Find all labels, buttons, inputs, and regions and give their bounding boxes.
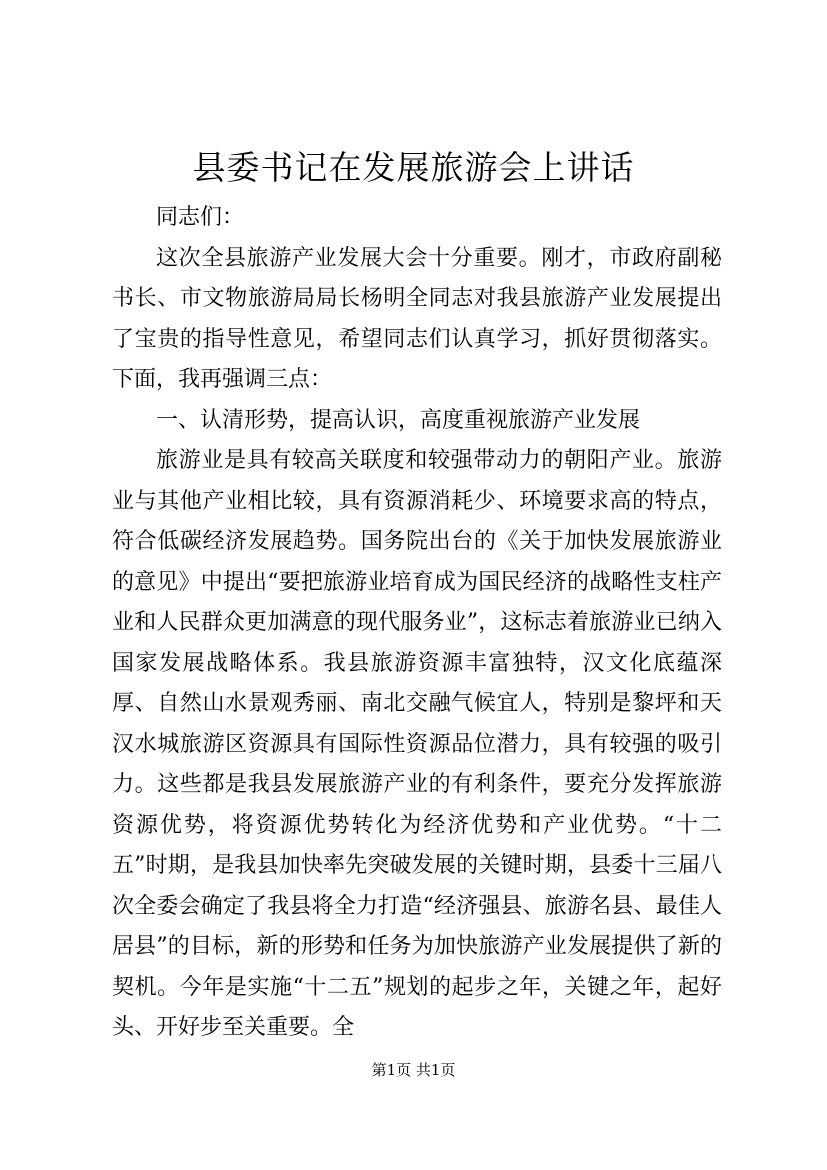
section-heading: 一、认清形势，提高认识，高度重视旅游产业发展 (156, 407, 641, 433)
document-title: 县委书记在发展旅游会上讲话 (192, 148, 635, 187)
document-body (112, 198, 722, 1049)
page-footer: 第1页 共1页 (371, 1061, 456, 1079)
salutation-paragraph: 同志们： (156, 205, 245, 230)
body-paragraph: 旅游业是具有较高关联度和较强带动力的朝阳产业。旅游业与其他产业相比较，具有资源消耗少、环境要求高的特点，符合低碳经济发展趋势。国务院出台的《关于加快发展旅游业的意见》中提出“要把旅游业培育成为国民经济的战略性支柱产业和人民群众更加满意的现代服务业”，这标志着旅游业已纳入国家发展战略体系。我县旅游资源丰富独特，汉文化底蕴深厚、自然山水景观秀丽、南北交融气候宜人，特别是黎坪和天汉水城旅游区资源具有国际性资源品位潜力，具有较强的吸引力。这些都是我县发展旅游产业的有利条件，要充分发挥旅游资源优势，将资源优势转化为经济优势和产业优势。“十二五”时期，是我县加快率先突破发展的关键时期，县委十三届八次全委会确定了我县将全力打造“经济强县、旅游名县、最佳人居县”的目标，新的形势和任务为加快旅游产业发展提供了新的契机。今年是实施“十二五”规划的起步之年，关键之年，起好头、开好步至关重要。全 (112, 448, 722, 1040)
intro-paragraph: 这次全县旅游产业发展大会十分重要。刚才，市政府副秘书长、市文物旅游局局长杨明全同志对我县旅游产业发展提出了宝贵的指导性意见，希望同志们认真学习，抓好贯彻落实。下面，我再强调三点： (112, 245, 722, 392)
